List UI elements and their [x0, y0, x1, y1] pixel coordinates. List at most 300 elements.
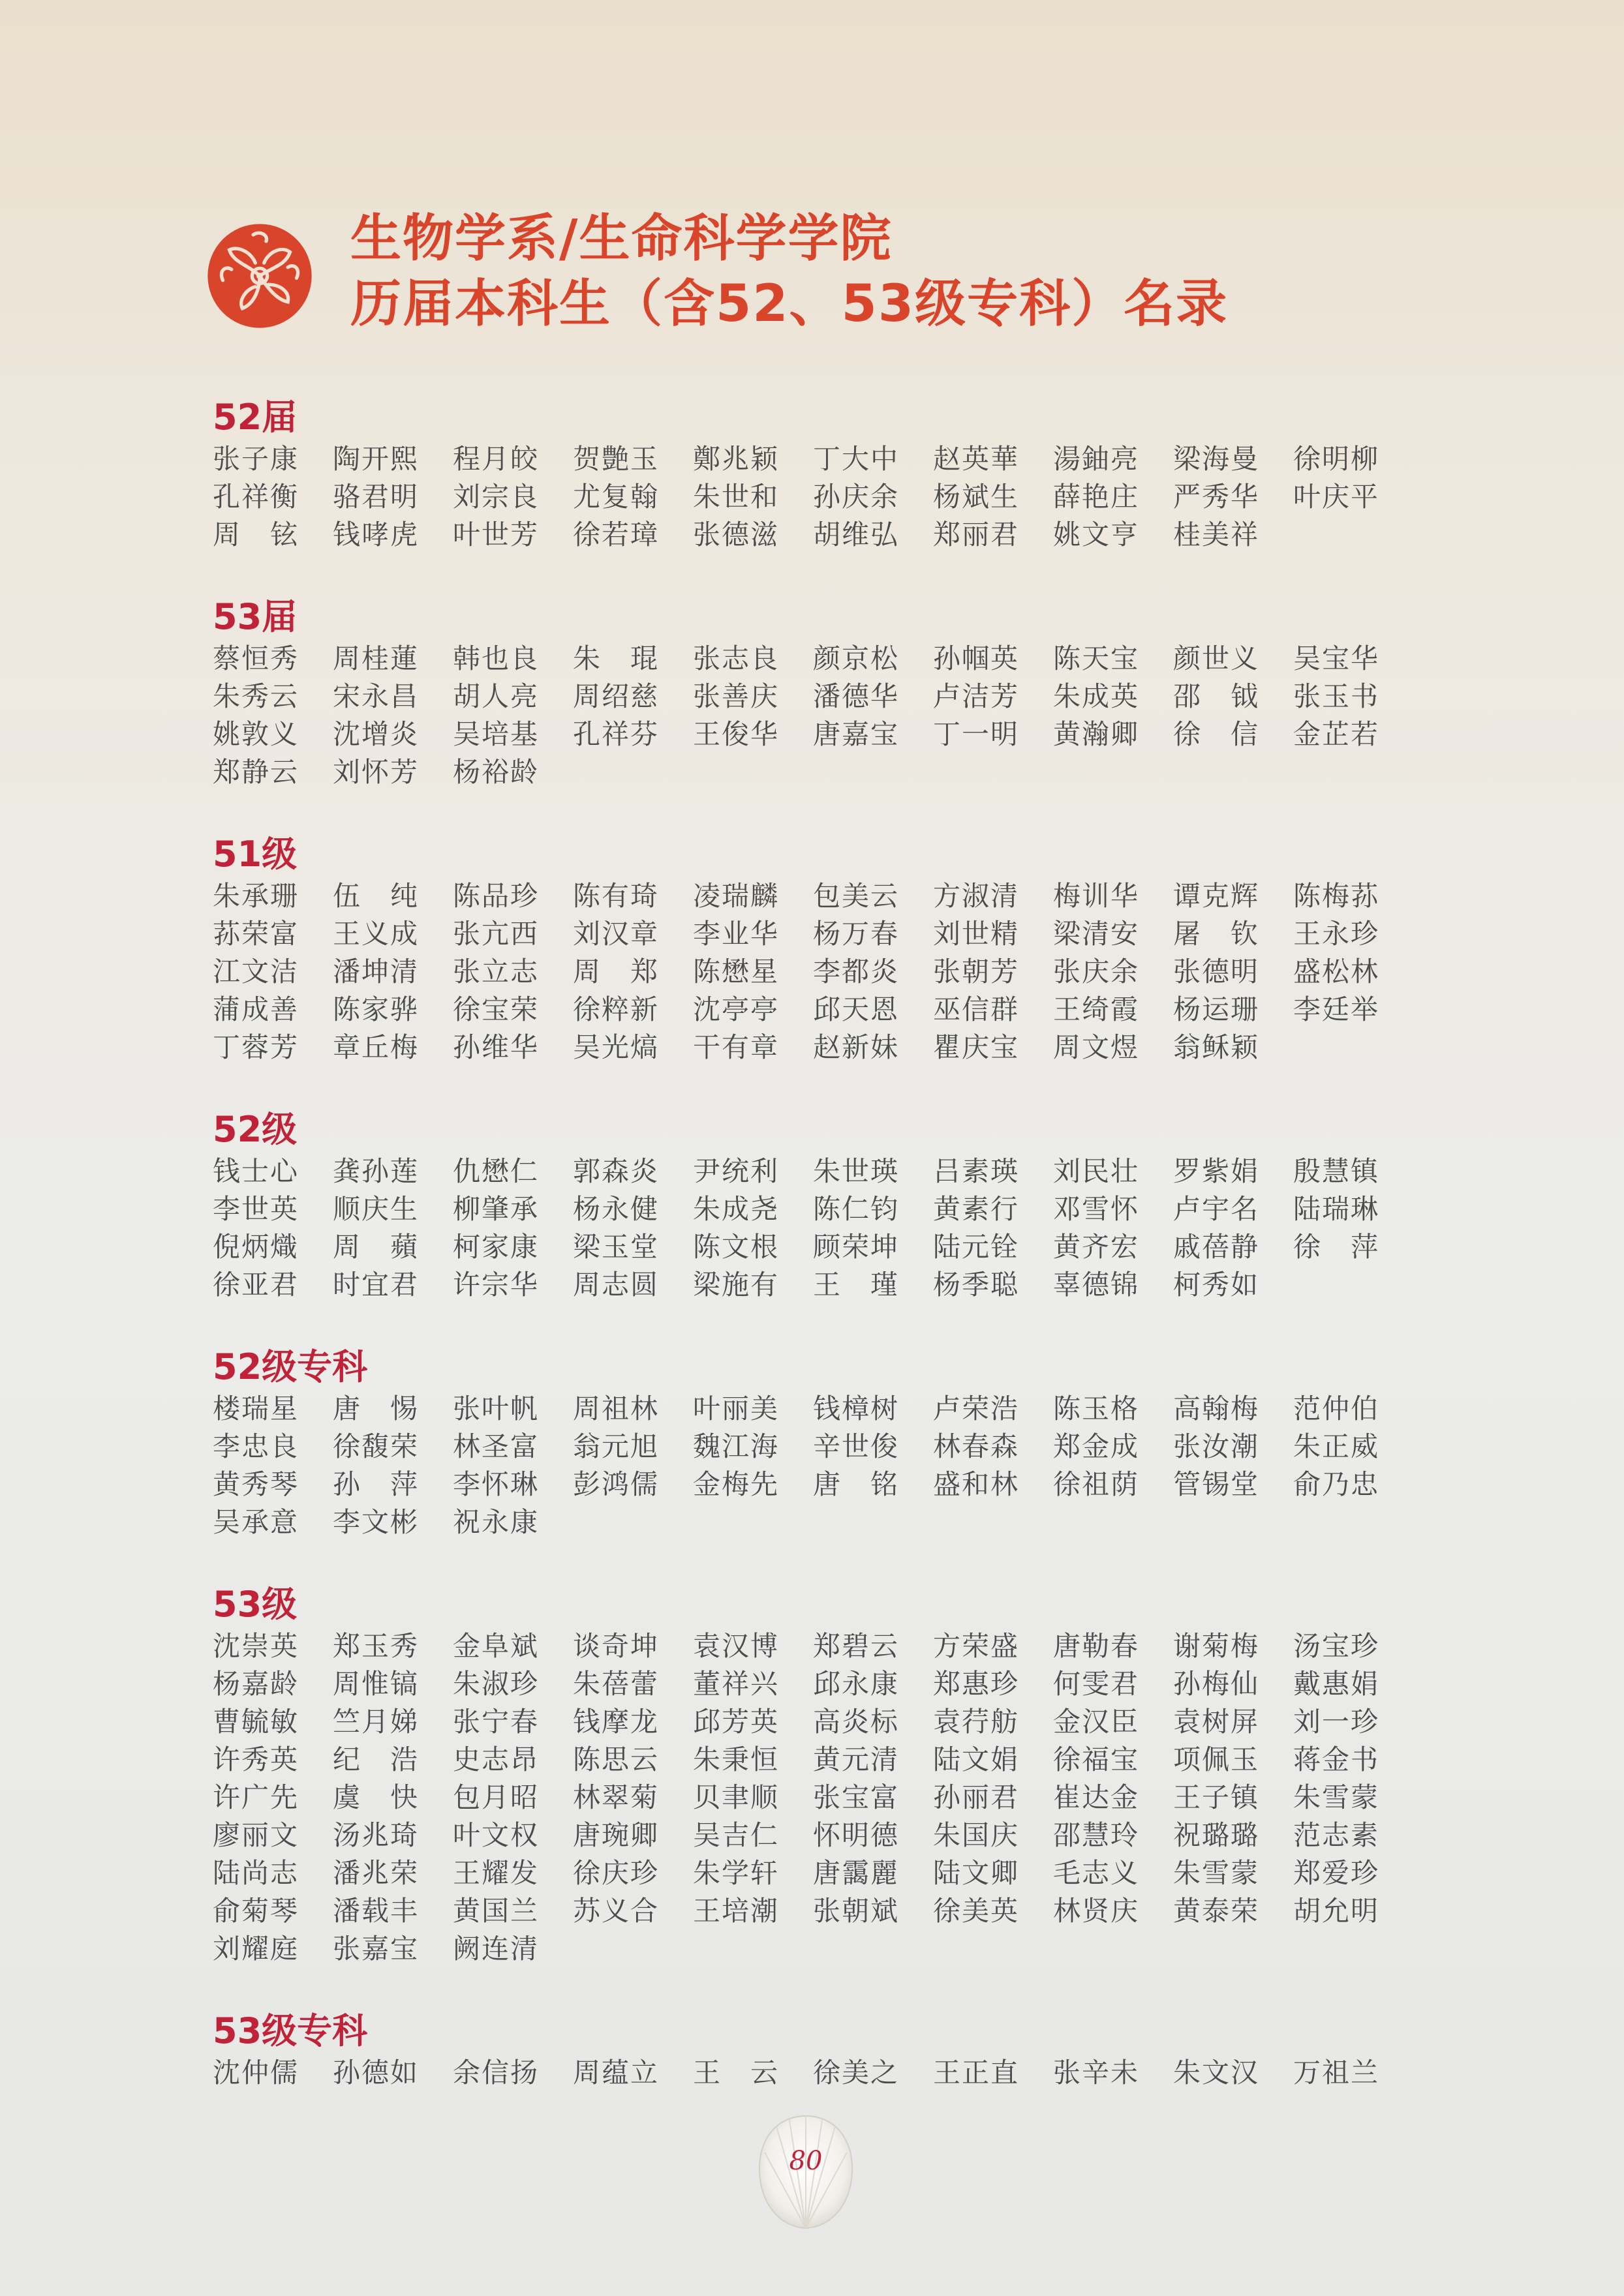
student-name: 朱学轩 [693, 1857, 780, 1889]
student-name: 刘怀芳 [333, 756, 420, 788]
student-name: 沈增炎 [333, 718, 420, 750]
student-name: 潘德华 [813, 680, 900, 712]
student-name: 邵慧玲 [1053, 1819, 1140, 1851]
student-name: 邵 钺 [1173, 680, 1260, 712]
student-name: 凌瑞麟 [693, 880, 780, 912]
student-name: 朱雪蒙 [1293, 1781, 1380, 1813]
student-name: 王永珍 [1293, 918, 1380, 950]
student-name: 魏江海 [693, 1430, 780, 1462]
student-name: 刘民壮 [1053, 1155, 1140, 1187]
student-name: 徐若璋 [573, 519, 660, 551]
student-name: 许广先 [213, 1781, 299, 1813]
student-name: 怀明德 [813, 1819, 900, 1851]
student-name: 郑玉秀 [333, 1630, 420, 1662]
student-name: 朱淑珍 [453, 1668, 540, 1700]
student-name: 杨裕龄 [453, 756, 540, 788]
student-name: 胡允明 [1293, 1895, 1380, 1927]
student-name: 骆君明 [333, 481, 420, 513]
section-title: 53级 [213, 1584, 298, 1625]
student-name: 郑碧云 [813, 1630, 900, 1662]
student-name: 李世英 [213, 1193, 299, 1225]
student-name: 顺庆生 [333, 1193, 420, 1225]
student-name: 吴宝华 [1293, 642, 1380, 674]
student-name: 朱文汉 [1173, 2057, 1260, 2089]
student-name: 顾荣坤 [813, 1231, 900, 1263]
student-name: 叶庆平 [1293, 481, 1380, 513]
student-name: 徐美英 [933, 1895, 1020, 1927]
section-title: 52级 [213, 1109, 298, 1150]
student-name: 章丘梅 [333, 1031, 420, 1063]
student-name: 孙 萍 [333, 1468, 420, 1500]
student-name: 张嘉宝 [333, 1933, 420, 1965]
student-name: 唐琬卿 [573, 1819, 660, 1851]
student-name: 谢菊梅 [1173, 1630, 1260, 1662]
student-name: 桂美祥 [1173, 519, 1260, 551]
page-title-line1: 生物学系/生命科学学院 [350, 209, 893, 268]
student-name: 尤复翰 [573, 481, 660, 513]
student-name: 苏义合 [573, 1895, 660, 1927]
student-name: 朱 琨 [573, 642, 660, 674]
student-name: 孔祥衡 [213, 481, 299, 513]
student-name: 王培潮 [693, 1895, 780, 1927]
student-name: 虞 快 [333, 1781, 420, 1813]
student-name: 朱秉恒 [693, 1744, 780, 1775]
student-name: 吴吉仁 [693, 1819, 780, 1851]
student-name: 周惟镐 [333, 1668, 420, 1700]
student-name: 吴承意 [213, 1506, 299, 1538]
student-name: 徐宝荣 [453, 993, 540, 1025]
student-name: 徐馥荣 [333, 1430, 420, 1462]
student-name: 俞菊琴 [213, 1895, 299, 1927]
page-title-line2: 历届本科生（含52、53级专科）名录 [350, 275, 1229, 333]
student-name: 祝璐璐 [1173, 1819, 1260, 1851]
student-name: 张亢西 [453, 918, 540, 950]
student-name: 刘耀庭 [213, 1933, 299, 1965]
student-name: 方淑清 [933, 880, 1020, 912]
student-name: 柳肇承 [453, 1193, 540, 1225]
student-name: 杨季聪 [933, 1269, 1020, 1301]
student-name: 邱天恩 [813, 993, 900, 1025]
roster-section [213, 1344, 1439, 1541]
student-name: 陈玉格 [1053, 1393, 1140, 1425]
student-name: 林圣富 [453, 1430, 540, 1462]
student-name: 梁施有 [693, 1269, 780, 1301]
student-name: 祝永康 [453, 1506, 540, 1538]
student-name: 邱永康 [813, 1668, 900, 1700]
student-name: 陆文卿 [933, 1857, 1020, 1889]
student-name: 卢宇名 [1173, 1193, 1260, 1225]
student-name: 陆元铨 [933, 1231, 1020, 1263]
student-name: 潘坤清 [333, 956, 420, 988]
student-name: 何雯君 [1053, 1668, 1140, 1700]
student-name: 谈奇坤 [573, 1630, 660, 1662]
roster-section [213, 594, 1439, 791]
student-name: 韩也良 [453, 642, 540, 674]
student-name: 袁树屏 [1173, 1706, 1260, 1738]
student-name: 唐嘉宝 [813, 718, 900, 750]
student-name: 沈崇英 [213, 1630, 299, 1662]
student-name: 唐 惕 [333, 1393, 420, 1425]
roster-section [213, 1582, 1439, 1968]
student-name: 鄭兆颖 [693, 443, 780, 475]
student-name: 王义成 [333, 918, 420, 950]
student-name: 王 瑾 [813, 1269, 900, 1301]
student-name: 尹统利 [693, 1155, 780, 1187]
student-name: 荪荣富 [213, 918, 299, 950]
student-name: 巫信群 [933, 993, 1020, 1025]
student-name: 周蕴立 [573, 2057, 660, 2089]
student-name: 胡维弘 [813, 519, 900, 551]
student-name: 陈思云 [573, 1744, 660, 1775]
student-name: 仇懋仁 [453, 1155, 540, 1187]
student-name: 伍 纯 [333, 880, 420, 912]
student-name: 高炎标 [813, 1706, 900, 1738]
section-title: 52届 [213, 397, 298, 438]
student-name: 林翠菊 [573, 1781, 660, 1813]
student-name: 钱樟树 [813, 1393, 900, 1425]
student-name: 陆尚志 [213, 1857, 299, 1889]
roster-section [213, 2008, 1439, 2092]
student-name: 周 铉 [213, 519, 299, 551]
student-name: 戴惠娟 [1293, 1668, 1380, 1700]
student-name: 柯秀如 [1173, 1269, 1260, 1301]
student-name: 王绮霞 [1053, 993, 1140, 1025]
student-name: 朱国庆 [933, 1819, 1020, 1851]
student-name: 胡人亮 [453, 680, 540, 712]
student-name: 贺艶玉 [573, 443, 660, 475]
student-name: 陆文娟 [933, 1744, 1020, 1775]
student-name: 黄瀚卿 [1053, 718, 1140, 750]
student-name: 孙丽君 [933, 1781, 1020, 1813]
student-name: 陈懋星 [693, 956, 780, 988]
student-name: 潘载丰 [333, 1895, 420, 1927]
student-name: 黄国兰 [453, 1895, 540, 1927]
name-grid [213, 2054, 1439, 2092]
student-name: 梅训华 [1053, 880, 1140, 912]
student-name: 唐 铭 [813, 1468, 900, 1500]
student-name: 王正直 [933, 2057, 1020, 2089]
student-name: 曹毓敏 [213, 1706, 299, 1738]
student-name: 范仲伯 [1293, 1393, 1380, 1425]
student-name: 张立志 [453, 956, 540, 988]
name-grid [213, 640, 1439, 791]
name-grid [213, 1390, 1439, 1541]
student-name: 湯鈾亮 [1053, 443, 1140, 475]
student-name: 张德明 [1173, 956, 1260, 988]
name-grid [213, 440, 1439, 554]
student-name: 楼瑞星 [213, 1393, 299, 1425]
student-name: 徐美之 [813, 2057, 900, 2089]
student-name: 周祖林 [573, 1393, 660, 1425]
student-name: 薛艳庄 [1053, 481, 1140, 513]
student-name: 赵新妹 [813, 1031, 900, 1063]
student-name: 陈文根 [693, 1231, 780, 1263]
student-name: 钱摩龙 [573, 1706, 660, 1738]
student-name: 汤兆琦 [333, 1819, 420, 1851]
student-name: 阙连清 [453, 1933, 540, 1965]
student-name: 张辛未 [1053, 2057, 1140, 2089]
student-name: 徐 萍 [1293, 1231, 1380, 1263]
student-name: 郑静云 [213, 756, 299, 788]
student-name: 邱芳英 [693, 1706, 780, 1738]
student-name: 殷慧镇 [1293, 1155, 1380, 1187]
student-name: 周绍慈 [573, 680, 660, 712]
student-name: 孙梅仙 [1173, 1668, 1260, 1700]
student-name: 郑爱珍 [1293, 1857, 1380, 1889]
student-name: 方荣盛 [933, 1630, 1020, 1662]
student-name: 张德滋 [693, 519, 780, 551]
student-name: 蒋金书 [1293, 1744, 1380, 1775]
student-name: 朱世和 [693, 481, 780, 513]
student-name: 陆瑞琳 [1293, 1193, 1380, 1225]
student-name: 李廷举 [1293, 993, 1380, 1025]
page-footer [750, 2107, 861, 2237]
name-grid [213, 877, 1439, 1066]
student-name: 黄素行 [933, 1193, 1020, 1225]
student-name: 彭鸿儒 [573, 1468, 660, 1500]
student-name: 周志圆 [573, 1269, 660, 1301]
student-name: 杨斌生 [933, 481, 1020, 513]
student-name: 李怀琳 [453, 1468, 540, 1500]
student-name: 项佩玉 [1173, 1744, 1260, 1775]
student-name: 徐福宝 [1053, 1744, 1140, 1775]
student-name: 干有章 [693, 1031, 780, 1063]
student-name: 刘世精 [933, 918, 1020, 950]
student-name: 汤宝珍 [1293, 1630, 1380, 1662]
student-name: 卢洁芳 [933, 680, 1020, 712]
student-name: 王子镇 [1173, 1781, 1260, 1813]
student-name: 包月昭 [453, 1781, 540, 1813]
student-name: 王耀发 [453, 1857, 540, 1889]
student-name: 叶丽美 [693, 1393, 780, 1425]
student-name: 姚敦义 [213, 718, 299, 750]
student-name: 周文煜 [1053, 1031, 1140, 1063]
student-name: 廖丽文 [213, 1819, 299, 1851]
section-title: 53级专科 [213, 2010, 368, 2051]
student-name: 宋永昌 [333, 680, 420, 712]
student-name: 沈亭亭 [693, 993, 780, 1025]
student-name: 董祥兴 [693, 1668, 780, 1700]
student-name: 徐明柳 [1293, 443, 1380, 475]
name-roster [213, 395, 1439, 2132]
student-name: 黄元清 [813, 1744, 900, 1775]
student-name: 王俊华 [693, 718, 780, 750]
student-name: 杨万春 [813, 918, 900, 950]
student-name: 罗紫娟 [1173, 1155, 1260, 1187]
student-name: 袁荇舫 [933, 1706, 1020, 1738]
student-name: 周 蘋 [333, 1231, 420, 1263]
student-name: 竺月娣 [333, 1706, 420, 1738]
student-name: 潘兆荣 [333, 1857, 420, 1889]
student-name: 邓雪怀 [1053, 1193, 1140, 1225]
student-name: 梁玉堂 [573, 1231, 660, 1263]
student-name: 陈梅荪 [1293, 880, 1380, 912]
student-name: 朱正威 [1293, 1430, 1380, 1462]
student-name: 范志素 [1293, 1819, 1380, 1851]
student-name: 朱世瑛 [813, 1155, 900, 1187]
student-name: 陈仁钧 [813, 1193, 900, 1225]
student-name: 屠 钦 [1173, 918, 1260, 950]
student-name: 许宗华 [453, 1269, 540, 1301]
student-name: 时宜君 [333, 1269, 420, 1301]
student-name: 蔡恒秀 [213, 642, 299, 674]
student-name: 张宝富 [813, 1781, 900, 1813]
student-name: 俞乃忠 [1293, 1468, 1380, 1500]
student-name: 陈有琦 [573, 880, 660, 912]
student-name: 孙德如 [333, 2057, 420, 2089]
student-name: 金芷若 [1293, 718, 1380, 750]
student-name: 崔达金 [1053, 1781, 1140, 1813]
student-name: 钱哮虎 [333, 519, 420, 551]
student-name: 徐 信 [1173, 718, 1260, 750]
student-name: 蒲成善 [213, 993, 299, 1025]
student-name: 张庆余 [1053, 956, 1140, 988]
student-name: 郑丽君 [933, 519, 1020, 551]
student-name: 谭克辉 [1173, 880, 1260, 912]
student-name: 周桂蓮 [333, 642, 420, 674]
student-name: 朱成尧 [693, 1193, 780, 1225]
student-name: 余信扬 [453, 2057, 540, 2089]
section-title: 51级 [213, 834, 298, 875]
student-name: 陈天宝 [1053, 642, 1140, 674]
student-name: 杨嘉龄 [213, 1668, 299, 1700]
student-name: 颜世义 [1173, 642, 1260, 674]
student-name: 朱成英 [1053, 680, 1140, 712]
student-name: 盛松林 [1293, 956, 1380, 988]
student-name: 孙维华 [453, 1031, 540, 1063]
section-title: 53届 [213, 596, 298, 637]
student-name: 李业华 [693, 918, 780, 950]
roster-section [213, 395, 1439, 554]
student-name: 刘汉章 [573, 918, 660, 950]
student-name: 钱士心 [213, 1155, 299, 1187]
student-name: 徐祖荫 [1053, 1468, 1140, 1500]
student-name: 翁稣颖 [1173, 1031, 1260, 1063]
student-name: 管锡堂 [1173, 1468, 1260, 1500]
student-name: 孙帼英 [933, 642, 1020, 674]
name-grid [213, 1627, 1439, 1968]
student-name: 林春森 [933, 1430, 1020, 1462]
student-name: 金汉臣 [1053, 1706, 1140, 1738]
student-name: 瞿庆宝 [933, 1031, 1020, 1063]
student-name: 黄泰荣 [1173, 1895, 1260, 1927]
student-name: 杨永健 [573, 1193, 660, 1225]
student-name: 孙庆余 [813, 481, 900, 513]
student-name: 陶开熙 [333, 443, 420, 475]
student-name: 李忠良 [213, 1430, 299, 1462]
student-name: 丁蓉芳 [213, 1031, 299, 1063]
student-name: 郭森炎 [573, 1155, 660, 1187]
student-name: 徐粹新 [573, 993, 660, 1025]
student-name: 徐亚君 [213, 1269, 299, 1301]
student-name: 张朝芳 [933, 956, 1020, 988]
student-name: 沈仲儒 [213, 2057, 299, 2089]
student-name: 张叶帆 [453, 1393, 540, 1425]
student-name: 金梅先 [693, 1468, 780, 1500]
student-name: 张宁春 [453, 1706, 540, 1738]
student-name: 张志良 [693, 642, 780, 674]
student-name: 张子康 [213, 443, 299, 475]
student-name: 张汝潮 [1173, 1430, 1260, 1462]
student-name: 卢荣浩 [933, 1393, 1020, 1425]
student-name: 江文洁 [213, 956, 299, 988]
section-title: 52级专科 [213, 1346, 368, 1387]
student-name: 姚文亨 [1053, 519, 1140, 551]
student-name: 毛志义 [1053, 1857, 1140, 1889]
student-name: 柯家康 [453, 1231, 540, 1263]
student-name: 王 云 [693, 2057, 780, 2089]
student-name: 朱雪蒙 [1173, 1857, 1260, 1889]
student-name: 辛世俊 [813, 1430, 900, 1462]
student-name: 纪 浩 [333, 1744, 420, 1775]
student-name: 史志昂 [453, 1744, 540, 1775]
student-name: 郑惠珍 [933, 1668, 1020, 1700]
student-name: 吕素瑛 [933, 1155, 1020, 1187]
student-name: 贝聿顺 [693, 1781, 780, 1813]
cloud-seal-emblem-icon [206, 222, 314, 330]
student-name: 倪炳熾 [213, 1231, 299, 1263]
student-name: 盛和林 [933, 1468, 1020, 1500]
roster-section [213, 1107, 1439, 1304]
student-name: 朱秀云 [213, 680, 299, 712]
student-name: 周 郑 [573, 956, 660, 988]
student-name: 朱蓓蕾 [573, 1668, 660, 1700]
student-name: 张善庆 [693, 680, 780, 712]
student-name: 林贤庆 [1053, 1895, 1140, 1927]
student-name: 杨运珊 [1173, 993, 1260, 1025]
student-name: 翁元旭 [573, 1430, 660, 1462]
student-name: 梁海曼 [1173, 443, 1260, 475]
roster-section [213, 832, 1439, 1066]
student-name: 朱承珊 [213, 880, 299, 912]
student-name: 郑金成 [1053, 1430, 1140, 1462]
student-name: 叶文权 [453, 1819, 540, 1851]
student-name: 包美云 [813, 880, 900, 912]
student-name: 张玉书 [1293, 680, 1380, 712]
student-name: 叶世芳 [453, 519, 540, 551]
student-name: 刘一珍 [1293, 1706, 1380, 1738]
student-name: 袁汉博 [693, 1630, 780, 1662]
student-name: 刘宗良 [453, 481, 540, 513]
student-name: 梁清安 [1053, 918, 1140, 950]
student-name: 丁一明 [933, 718, 1020, 750]
student-name: 黄齐宏 [1053, 1231, 1140, 1263]
name-grid [213, 1153, 1439, 1304]
student-name: 黄秀琴 [213, 1468, 299, 1500]
student-name: 辜德锦 [1053, 1269, 1140, 1301]
page-header [206, 207, 1445, 351]
student-name: 李都炎 [813, 956, 900, 988]
student-name: 万祖兰 [1293, 2057, 1380, 2089]
student-name: 张朝斌 [813, 1895, 900, 1927]
student-name: 吴光熇 [573, 1031, 660, 1063]
student-name: 严秀华 [1173, 481, 1260, 513]
page-number: 80 [789, 2146, 823, 2176]
student-name: 金阜斌 [453, 1630, 540, 1662]
student-name: 徐庆珍 [573, 1857, 660, 1889]
student-name: 许秀英 [213, 1744, 299, 1775]
student-name: 戚蓓静 [1173, 1231, 1260, 1263]
student-name: 陈家骅 [333, 993, 420, 1025]
student-name: 龚孙莲 [333, 1155, 420, 1187]
student-name: 李文彬 [333, 1506, 420, 1538]
student-name: 孔祥芬 [573, 718, 660, 750]
student-name: 赵英華 [933, 443, 1020, 475]
student-name: 唐勒春 [1053, 1630, 1140, 1662]
student-name: 颜京松 [813, 642, 900, 674]
student-name: 丁大中 [813, 443, 900, 475]
student-name: 唐靄麗 [813, 1857, 900, 1889]
